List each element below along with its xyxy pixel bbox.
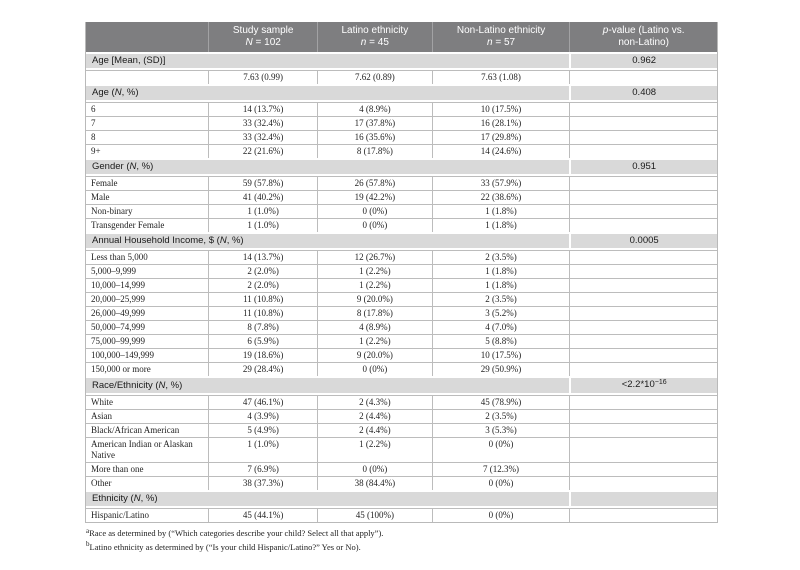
table-row [86, 70, 717, 84]
non-latino-cell: 29 (50.9%) [432, 362, 570, 376]
text-segment: p [602, 25, 609, 36]
section-row-age-distribution [86, 84, 717, 102]
text-segment: Ethnicity ( [92, 493, 134, 504]
row-label [86, 176, 208, 190]
p-value-cell [569, 190, 717, 204]
row-label [86, 462, 208, 476]
p-value-column-header [569, 22, 717, 52]
text-segment: N [129, 161, 137, 172]
row-label [86, 476, 208, 490]
text-segment: Annual Household Income, $ ( [92, 235, 220, 246]
text-segment: Asian [91, 411, 112, 421]
table-row [86, 395, 717, 409]
non-latino-cell: 10 (17.5%) [432, 102, 570, 116]
non-latino-cell: 16 (28.1%) [432, 116, 570, 130]
text-segment: 0.408 [632, 87, 657, 98]
non-latino-cell: 0 (0%) [432, 437, 570, 462]
latino-cell: 0 (0%) [317, 218, 432, 232]
text-segment: b [86, 540, 90, 549]
table-row [86, 218, 717, 232]
table-header-row [86, 22, 717, 52]
p-value-cell [569, 176, 717, 190]
p-value-cell [569, 409, 717, 423]
study-sample-cell: 2 (2.0%) [208, 264, 317, 278]
text-segment: Female [91, 178, 118, 188]
text-segment: Latino ethnicity as determined by (“Is your child Hispanic/Latino?” Yes or No). [89, 541, 361, 552]
section-p-value [569, 232, 717, 250]
row-label [86, 278, 208, 292]
study-sample-cell: 7 (6.9%) [208, 462, 317, 476]
latino-cell: 0 (0%) [317, 462, 432, 476]
text-segment: , %) [226, 235, 244, 246]
column-header-row [86, 22, 717, 52]
latino-cell: 4 (8.9%) [317, 320, 432, 334]
non-latino-cell: 2 (3.5%) [432, 292, 570, 306]
row-label [86, 116, 208, 130]
section-row-age-mean [86, 52, 717, 70]
table-footnotes [86, 527, 383, 554]
text-segment: Hispanic/Latino [91, 510, 149, 520]
latino-cell: 0 (0%) [317, 362, 432, 376]
text-segment: Gender ( [92, 161, 130, 172]
table-row [86, 508, 717, 522]
table-row [86, 437, 717, 462]
study-sample-cell: 1 (1.0%) [208, 437, 317, 462]
study-sample-cell: 33 (32.4%) [208, 130, 317, 144]
section-p-value [569, 158, 717, 176]
table-row [86, 362, 717, 376]
section-title [86, 84, 569, 102]
latino-cell: 4 (8.9%) [317, 102, 432, 116]
p-value-cell [569, 278, 717, 292]
non-latino-cell: 22 (38.6%) [432, 190, 570, 204]
p-value-cell [569, 116, 717, 130]
latino-cell: 1 (2.2%) [317, 264, 432, 278]
text-segment: Black/African American [91, 425, 180, 435]
non-latino-cell: 1 (1.8%) [432, 204, 570, 218]
table-body [86, 52, 717, 522]
study-sample-cell: 19 (18.6%) [208, 348, 317, 362]
text-segment: More than one [91, 464, 144, 474]
study-sample-cell: 1 (1.0%) [208, 204, 317, 218]
non-latino-cell: 7 (12.3%) [432, 462, 570, 476]
p-value-cell [569, 204, 717, 218]
row-label [86, 437, 208, 462]
text-segment: <2.2*10 [621, 379, 655, 390]
table-row [86, 176, 717, 190]
latino-cell: 2 (4.4%) [317, 423, 432, 437]
text-segment: 0.0005 [629, 235, 659, 246]
section-row-annual-household-income [86, 232, 717, 250]
non-latino-cell: 2 (3.5%) [432, 250, 570, 264]
text-segment: -value (Latino vs. [608, 25, 685, 36]
study-sample-cell: 45 (44.1%) [208, 508, 317, 522]
row-label [86, 423, 208, 437]
text-segment: , %) [165, 379, 183, 391]
non-latino-cell: 4 (7.0%) [432, 320, 570, 334]
table-row [86, 334, 717, 348]
p-value-cell [569, 423, 717, 437]
text-segment: , %) [121, 87, 139, 98]
latino-cell: 1 (2.2%) [317, 278, 432, 292]
row-label [86, 362, 208, 376]
table-row [86, 144, 717, 158]
study-sample-column-header [208, 22, 317, 52]
non-latino-column-header [432, 22, 570, 52]
text-segment: 10,000–14,999 [91, 280, 145, 290]
row-label [86, 218, 208, 232]
study-sample-cell: 8 (7.8%) [208, 320, 317, 334]
text-segment: Age ( [92, 87, 115, 98]
text-segment: 75,000–99,999 [91, 336, 145, 346]
text-segment: 6 [91, 104, 96, 114]
row-label [86, 409, 208, 423]
text-segment: Race/Ethnicity ( [92, 379, 159, 391]
study-sample-cell: 47 (46.1%) [208, 395, 317, 409]
section-p-value [569, 490, 717, 508]
table-row [86, 204, 717, 218]
section-row-race-ethnicity [86, 376, 717, 395]
latino-cell: 26 (57.8%) [317, 176, 432, 190]
section-p-value [569, 84, 717, 102]
table-row [86, 320, 717, 334]
latino-cell: 17 (37.8%) [317, 116, 432, 130]
table-row [86, 130, 717, 144]
non-latino-cell: 0 (0%) [432, 508, 570, 522]
latino-cell: 1 (2.2%) [317, 334, 432, 348]
section-title [86, 158, 569, 176]
non-latino-cell: 17 (29.8%) [432, 130, 570, 144]
demographics-table-container [85, 22, 718, 523]
non-latino-cell: 2 (3.5%) [432, 409, 570, 423]
non-latino-cell: 14 (24.6%) [432, 144, 570, 158]
row-label [86, 250, 208, 264]
study-sample-cell: 5 (4.9%) [208, 423, 317, 437]
study-sample-cell: 29 (28.4%) [208, 362, 317, 376]
text-segment: Latino ethnicity [341, 25, 409, 36]
non-latino-cell: 3 (5.2%) [432, 306, 570, 320]
p-value-cell [569, 70, 717, 84]
latino-cell: 7.62 (0.89) [317, 70, 432, 84]
table-row [86, 190, 717, 204]
non-latino-cell: 1 (1.8%) [432, 218, 570, 232]
row-label [86, 395, 208, 409]
p-value-cell [569, 102, 717, 116]
p-value-cell [569, 362, 717, 376]
text-segment: = 45 [366, 37, 389, 48]
p-value-cell [569, 250, 717, 264]
text-segment: 0.962 [632, 55, 657, 66]
text-segment: American Indian or Alaskan Native [91, 439, 193, 460]
row-label [86, 204, 208, 218]
demographics-table [86, 22, 717, 522]
text-segment: −16 [654, 378, 667, 386]
row-label [86, 320, 208, 334]
section-row-gender [86, 158, 717, 176]
text-segment: = 102 [252, 37, 281, 48]
latino-cell: 1 (2.2%) [317, 437, 432, 462]
row-label [86, 334, 208, 348]
text-segment: 7 [91, 118, 96, 128]
text-segment: 9+ [91, 146, 101, 156]
text-segment: Age [Mean, (SD)] [92, 55, 166, 66]
text-segment: Race as determined by (“Which categories describe your child? Select all that apply”). [89, 528, 384, 538]
text-segment: a [86, 526, 90, 535]
study-sample-cell: 41 (40.2%) [208, 190, 317, 204]
text-segment: N [219, 235, 227, 246]
p-value-cell [569, 218, 717, 232]
study-sample-cell: 33 (32.4%) [208, 116, 317, 130]
text-segment: Less than 5,000 [91, 252, 148, 262]
p-value-cell [569, 437, 717, 462]
non-latino-cell: 33 (57.9%) [432, 176, 570, 190]
table-row [86, 278, 717, 292]
text-segment: , %) [140, 493, 158, 504]
table-row [86, 409, 717, 423]
study-sample-cell: 11 (10.8%) [208, 292, 317, 306]
text-segment: N [245, 37, 253, 48]
text-segment: non-Latino) [618, 37, 669, 48]
study-sample-cell: 14 (13.7%) [208, 102, 317, 116]
text-segment: N [114, 87, 122, 98]
text-segment: Non-Latino ethnicity [456, 25, 546, 36]
row-label [86, 292, 208, 306]
text-segment: Transgender Female [91, 220, 165, 230]
section-title [86, 52, 569, 70]
section-title [86, 232, 569, 250]
row-label [86, 348, 208, 362]
text-segment: 8 [91, 132, 96, 142]
study-sample-cell: 11 (10.8%) [208, 306, 317, 320]
latino-cell: 9 (20.0%) [317, 292, 432, 306]
row-label [86, 264, 208, 278]
latino-cell: 16 (35.6%) [317, 130, 432, 144]
non-latino-cell: 7.63 (1.08) [432, 70, 570, 84]
latino-cell: 45 (100%) [317, 508, 432, 522]
text-segment: , %) [136, 161, 154, 172]
p-value-cell [569, 292, 717, 306]
p-value-cell [569, 144, 717, 158]
study-sample-cell: 59 (57.8%) [208, 176, 317, 190]
study-sample-cell: 2 (2.0%) [208, 278, 317, 292]
text-segment: = 57 [492, 37, 516, 48]
text-segment: Non-binary [91, 206, 133, 216]
p-value-cell [569, 476, 717, 490]
table-row [86, 348, 717, 362]
study-sample-cell: 22 (21.6%) [208, 144, 317, 158]
study-sample-cell: 1 (1.0%) [208, 218, 317, 232]
text-segment: 20,000–25,999 [91, 294, 145, 304]
p-value-cell [569, 348, 717, 362]
study-sample-cell: 38 (37.3%) [208, 476, 317, 490]
p-value-cell [569, 130, 717, 144]
row-label [86, 508, 208, 522]
text-segment: n [486, 37, 493, 48]
text-segment: N [158, 379, 166, 391]
table-row [86, 423, 717, 437]
study-sample-cell: 7.63 (0.99) [208, 70, 317, 84]
table-row [86, 462, 717, 476]
row-label [86, 130, 208, 144]
study-sample-cell: 14 (13.7%) [208, 250, 317, 264]
text-segment: 150,000 or more [91, 364, 151, 374]
latino-cell: 19 (42.2%) [317, 190, 432, 204]
footnote [86, 541, 383, 555]
non-latino-cell: 45 (78.9%) [432, 395, 570, 409]
text-segment: Other [91, 478, 112, 488]
section-p-value [569, 376, 717, 395]
non-latino-cell: 1 (1.8%) [432, 264, 570, 278]
latino-cell: 0 (0%) [317, 204, 432, 218]
text-segment: n [360, 37, 367, 48]
latino-cell: 38 (84.4%) [317, 476, 432, 490]
row-label [86, 102, 208, 116]
text-segment: Male [91, 192, 110, 202]
table-row [86, 306, 717, 320]
table-row [86, 292, 717, 306]
study-sample-cell: 4 (3.9%) [208, 409, 317, 423]
text-segment: 26,000–49,999 [91, 308, 145, 318]
p-value-cell [569, 334, 717, 348]
study-sample-cell: 6 (5.9%) [208, 334, 317, 348]
row-label-column-header [86, 22, 208, 52]
table-row [86, 476, 717, 490]
text-segment: White [91, 397, 113, 407]
latino-column-header [317, 22, 432, 52]
latino-cell: 8 (17.8%) [317, 306, 432, 320]
row-label [86, 144, 208, 158]
non-latino-cell: 1 (1.8%) [432, 278, 570, 292]
text-segment: Study sample [232, 25, 294, 36]
text-segment: 50,000–74,999 [91, 322, 145, 332]
text-segment: N [133, 493, 141, 504]
row-label [86, 306, 208, 320]
table-row [86, 264, 717, 278]
row-label [86, 190, 208, 204]
latino-cell: 2 (4.4%) [317, 409, 432, 423]
text-segment: 0.951 [632, 161, 657, 172]
latino-cell: 9 (20.0%) [317, 348, 432, 362]
table-row [86, 102, 717, 116]
section-title [86, 376, 569, 395]
latino-cell: 2 (4.3%) [317, 395, 432, 409]
non-latino-cell: 5 (8.8%) [432, 334, 570, 348]
p-value-cell [569, 462, 717, 476]
table-row [86, 116, 717, 130]
p-value-cell [569, 508, 717, 522]
p-value-cell [569, 264, 717, 278]
non-latino-cell: 0 (0%) [432, 476, 570, 490]
latino-cell: 12 (26.7%) [317, 250, 432, 264]
p-value-cell [569, 395, 717, 409]
section-row-ethnicity [86, 490, 717, 508]
footnote [86, 527, 383, 541]
table-row [86, 250, 717, 264]
text-segment: 100,000–149,999 [91, 350, 154, 360]
row-label [86, 70, 208, 84]
section-p-value [569, 52, 717, 70]
p-value-cell [569, 306, 717, 320]
p-value-cell [569, 320, 717, 334]
non-latino-cell: 10 (17.5%) [432, 348, 570, 362]
section-title [86, 490, 569, 508]
non-latino-cell: 3 (5.3%) [432, 423, 570, 437]
latino-cell: 8 (17.8%) [317, 144, 432, 158]
text-segment: 5,000–9,999 [91, 266, 136, 276]
